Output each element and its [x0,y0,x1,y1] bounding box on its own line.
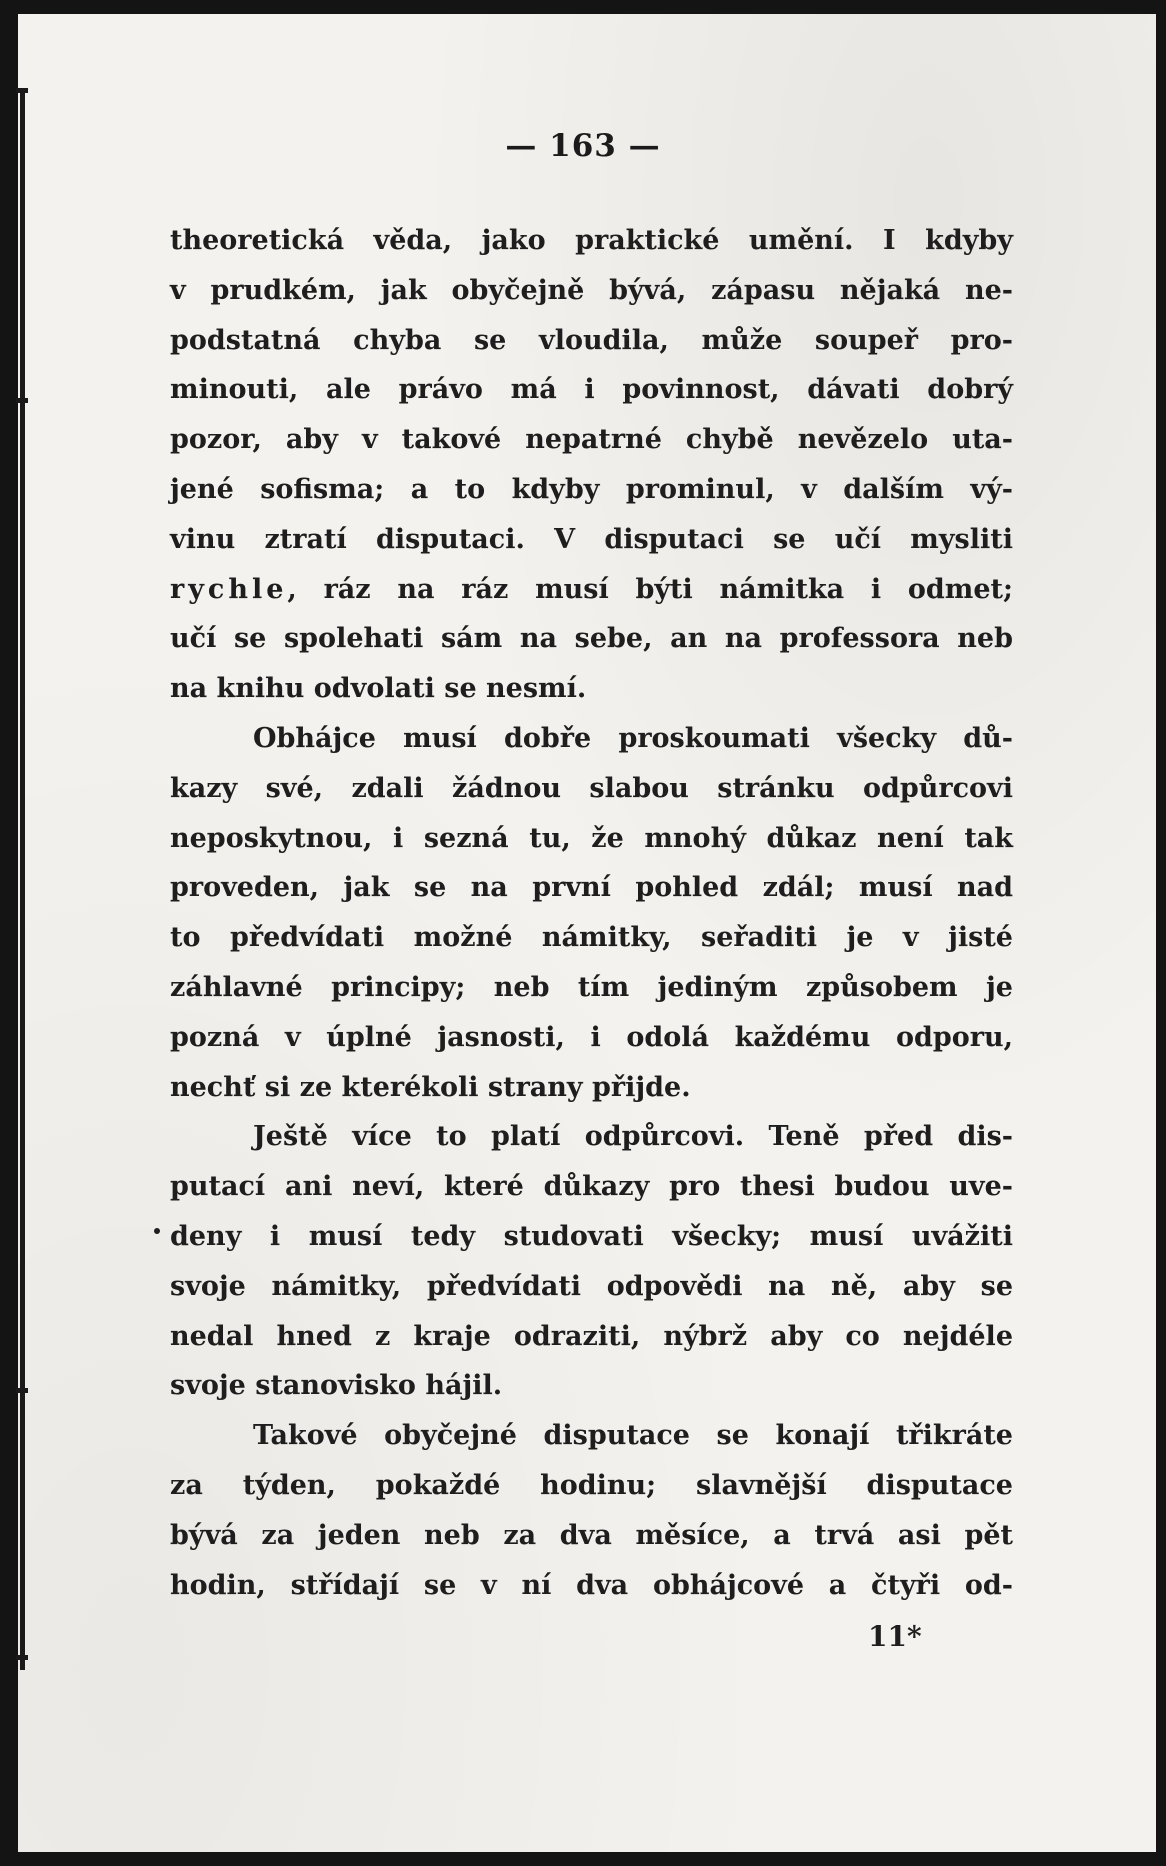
text-line: Takové obyčejné disputace se konají třikráte [253,1420,1013,1452]
text-line: v prudkém, jak obyčejně bývá, zápasu nějaká ne- [170,274,1013,306]
text-line: pozor, aby v takové nepatrné chybě nevězelo uta- [170,424,1013,456]
text-line: Obhájce musí dobře proskoumati všecky dů- [253,722,1013,754]
text-line: svoje stanovisko hájil. [170,1370,503,1402]
text-line: bývá za jeden neb za dva měsíce, a trvá asi pět [170,1519,1013,1551]
text-line: Ještě více to platí odpůrcovi. Teně před dis- [253,1121,1013,1153]
text-line: nedal hned z kraje odraziti, nýbrž aby co nejdéle [170,1320,1013,1352]
margin-dot [154,1228,160,1234]
body-text [170,216,1013,1610]
text-line: proveden, jak se na první pohled zdál; musí nad [170,872,1013,904]
text-line: minouti, ale právo má i povinnost, dávati dobrý [170,374,1013,406]
signature-mark: 11* [868,1620,922,1653]
text-line: theoretická věda, jako praktické umění. I kdyby [170,225,1013,256]
text-line: za týden, pokaždé hodinu; slavnější disputace [170,1469,1013,1501]
text-line: učí se spolehati sám na sebe, an na professora neb [170,623,1013,655]
text-line: deny i musí tedy studovati všecky; musí uvážiti [170,1220,1013,1252]
text-line: putací ani neví, které důkazy pro thesi budou uve- [170,1171,1013,1203]
text-line: záhlavné principy; neb tím jediným způsobem je [170,971,1013,1003]
text-line: na knihu odvolati se nesmí. [170,673,587,705]
page-number: — 163 — [505,128,661,164]
binding-mark [16,1655,28,1660]
binding-mark [16,88,28,93]
binding-mark [16,398,28,403]
text-line: vinu ztratí disputaci. V disputaci se učí mysliti [170,523,1013,555]
emphasized-word: rychle [170,573,288,605]
text-line: jené sofisma; a to kdyby prominul, v dalším vý- [170,473,1013,505]
text-line: svoje námitky, předvídati odpovědi na ně, aby se [170,1270,1013,1302]
text-line: neposkytnou, i sezná tu, že mnohý důkaz není tak [170,822,1013,854]
binding-edge [20,90,25,1670]
text-line: kazy své, zdali žádnou slabou stránku odpůrcovi [170,772,1013,804]
binding-mark [16,1388,28,1393]
text-fragment: , ráz na ráz musí býti námitka i odmet; [287,573,1013,605]
text-line: hodin, střídají se v ní dva obhájcové a čtyři od- [170,1569,1013,1601]
text-line: podstatná chyba se vloudila, může soupeř pro- [170,324,1013,356]
text-line: nechť si ze kterékoli strany přijde. [170,1071,691,1103]
text-line: to předvídati možné námitky, seřaditi je v jisté [170,922,1013,954]
text-line-emphasis [170,565,1013,615]
text-line: pozná v úplné jasnosti, i odolá každému odporu, [170,1021,1013,1053]
